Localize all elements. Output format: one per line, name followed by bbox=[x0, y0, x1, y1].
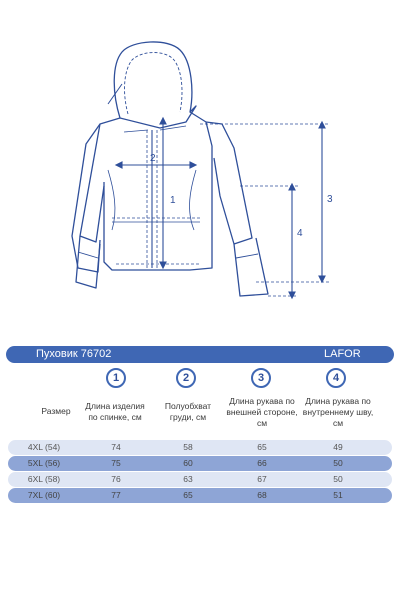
cell-back-length: 75 bbox=[111, 458, 121, 468]
table-row bbox=[8, 456, 392, 471]
cell-size: 5XL (56) bbox=[27, 458, 61, 468]
table-row bbox=[8, 440, 392, 455]
cell-half-chest: 58 bbox=[183, 442, 193, 452]
column-number-3: 3 bbox=[251, 368, 271, 388]
cell-half-chest: 65 bbox=[183, 490, 193, 500]
header-sleeve-outer: Длина рукава по внешней стороне, см bbox=[226, 396, 298, 428]
header-back-length: Длина изделия по спинке, см bbox=[85, 401, 145, 422]
table-row bbox=[8, 472, 392, 487]
cell-sleeve-inner: 50 bbox=[333, 474, 343, 484]
model-name: Пуховик 76702 bbox=[36, 348, 112, 360]
cell-half-chest: 60 bbox=[183, 458, 193, 468]
column-number-1: 1 bbox=[106, 368, 126, 388]
cell-half-chest: 63 bbox=[183, 474, 193, 484]
cell-sleeve-outer: 67 bbox=[257, 474, 267, 484]
cell-sleeve-outer: 66 bbox=[257, 458, 267, 468]
cell-sleeve-inner: 50 bbox=[333, 458, 343, 468]
cell-size: 4XL (54) bbox=[27, 442, 61, 452]
cell-size: 7XL (60) bbox=[27, 490, 61, 500]
cell-back-length: 74 bbox=[111, 442, 121, 452]
brand-name: LAFOR bbox=[324, 348, 361, 360]
cell-sleeve-inner: 49 bbox=[333, 442, 343, 452]
measure-label-3: 3 bbox=[327, 194, 333, 205]
column-number-4: 4 bbox=[326, 368, 346, 388]
cell-sleeve-outer: 65 bbox=[257, 442, 267, 452]
cell-back-length: 76 bbox=[111, 474, 121, 484]
cell-size: 6XL (58) bbox=[27, 474, 61, 484]
column-number-2: 2 bbox=[176, 368, 196, 388]
cell-sleeve-inner: 51 bbox=[333, 490, 343, 500]
cell-back-length: 77 bbox=[111, 490, 121, 500]
title-bar bbox=[6, 346, 394, 363]
measure-label-4: 4 bbox=[297, 228, 303, 239]
measure-label-2: 2 bbox=[150, 153, 156, 164]
header-size: Размер bbox=[41, 406, 71, 416]
cell-sleeve-outer: 68 bbox=[257, 490, 267, 500]
header-sleeve-inner: Длина рукава по внутреннему шву, см bbox=[302, 396, 374, 428]
table-row bbox=[8, 488, 392, 503]
jacket-outline bbox=[72, 42, 268, 296]
header-half-chest: Полуобхват груди, см bbox=[164, 401, 212, 422]
measure-label-1: 1 bbox=[170, 195, 176, 206]
